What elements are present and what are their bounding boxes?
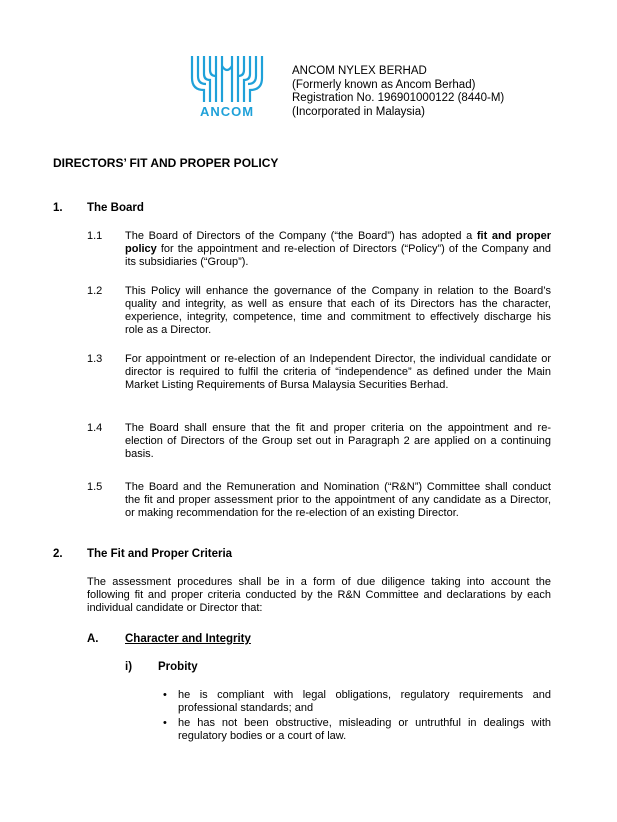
company-incorporated: (Incorporated in Malaysia)	[292, 105, 425, 118]
bullet-item-1: he is compliant with legal obligations, regulatory requirements and professional standards; and	[178, 689, 551, 714]
para-1-5: The Board and the Remuneration and Nomination (“R&N”) Committee shall conduct the fit and proper assessment prior to the appointment of any candidate as a Director, or making recommendation for the re-election of an existing Director.	[125, 481, 551, 519]
bullet-icon: •	[163, 689, 167, 701]
para-1-1	[125, 230, 551, 269]
document-title: DIRECTORS’ FIT AND PROPER POLICY	[53, 156, 279, 170]
section-2-number: 2.	[53, 548, 63, 560]
logo-text: ANCOM	[199, 104, 255, 118]
para-1-4-number: 1.4	[87, 422, 103, 434]
company-formerly: (Formerly known as Ancom Berhad)	[292, 78, 476, 91]
subsection-a-title: Character and Integrity	[125, 633, 251, 645]
section-1-title: The Board	[87, 202, 144, 214]
para-1-2: This Policy will enhance the governance of the Company in relation to the Board’s quality and integrity, as well as ensure that each of its Directors has the character, experience, integrity, competence, time and commitment to effectively discharge his role as a Director.	[125, 285, 551, 336]
company-name: ANCOM NYLEX BERHAD	[292, 65, 427, 77]
ancom-logo	[188, 52, 266, 118]
para-1-4: The Board shall ensure that the fit and proper criteria on the appointment and re-election of Directors of the Group set out in Paragraph 2 are applied on a continuing basis.	[125, 422, 551, 460]
para-1-1-bold: fit and proper policy	[125, 230, 551, 255]
section-2-title: The Fit and Proper Criteria	[87, 548, 233, 560]
bullet-icon: •	[163, 717, 167, 729]
para-1-3-number: 1.3	[87, 353, 103, 365]
company-info	[292, 65, 504, 119]
para-1-1-post: for the appointment and re-election of Directors (“Policy”) of the Company and its subsidiaries (“Group”).	[125, 243, 551, 268]
item-i-title: Probity	[158, 661, 198, 673]
para-1-1-pre: The Board of Directors of the Company (“the Board”) has adopted a	[125, 230, 477, 242]
subsection-a-letter: A.	[87, 633, 99, 645]
bullet-item-2: he has not been obstructive, misleading or untruthful in dealings with regulatory bodies or a court of law.	[178, 717, 551, 742]
section-2-intro: The assessment procedures shall be in a form of due diligence taking into account the following fit and proper criteria conducted by the R&N Committee and declarations by each individual candidate or Director that:	[87, 576, 551, 614]
ancom-logo-mark	[188, 52, 266, 118]
para-1-2-number: 1.2	[87, 285, 103, 297]
para-1-1-number: 1.1	[87, 230, 103, 242]
section-1-number: 1.	[53, 202, 63, 214]
company-registration: Registration No. 196901000122 (8440-M)	[292, 92, 505, 104]
para-1-5-number: 1.5	[87, 481, 103, 493]
para-1-3: For appointment or re-election of an Independent Director, the individual candidate or director is required to fulfil the criteria of “independence” as defined under the Main Market Listing Requirements of Bursa Malaysia Securities Berhad.	[125, 353, 551, 391]
item-i-number: i)	[125, 661, 133, 673]
